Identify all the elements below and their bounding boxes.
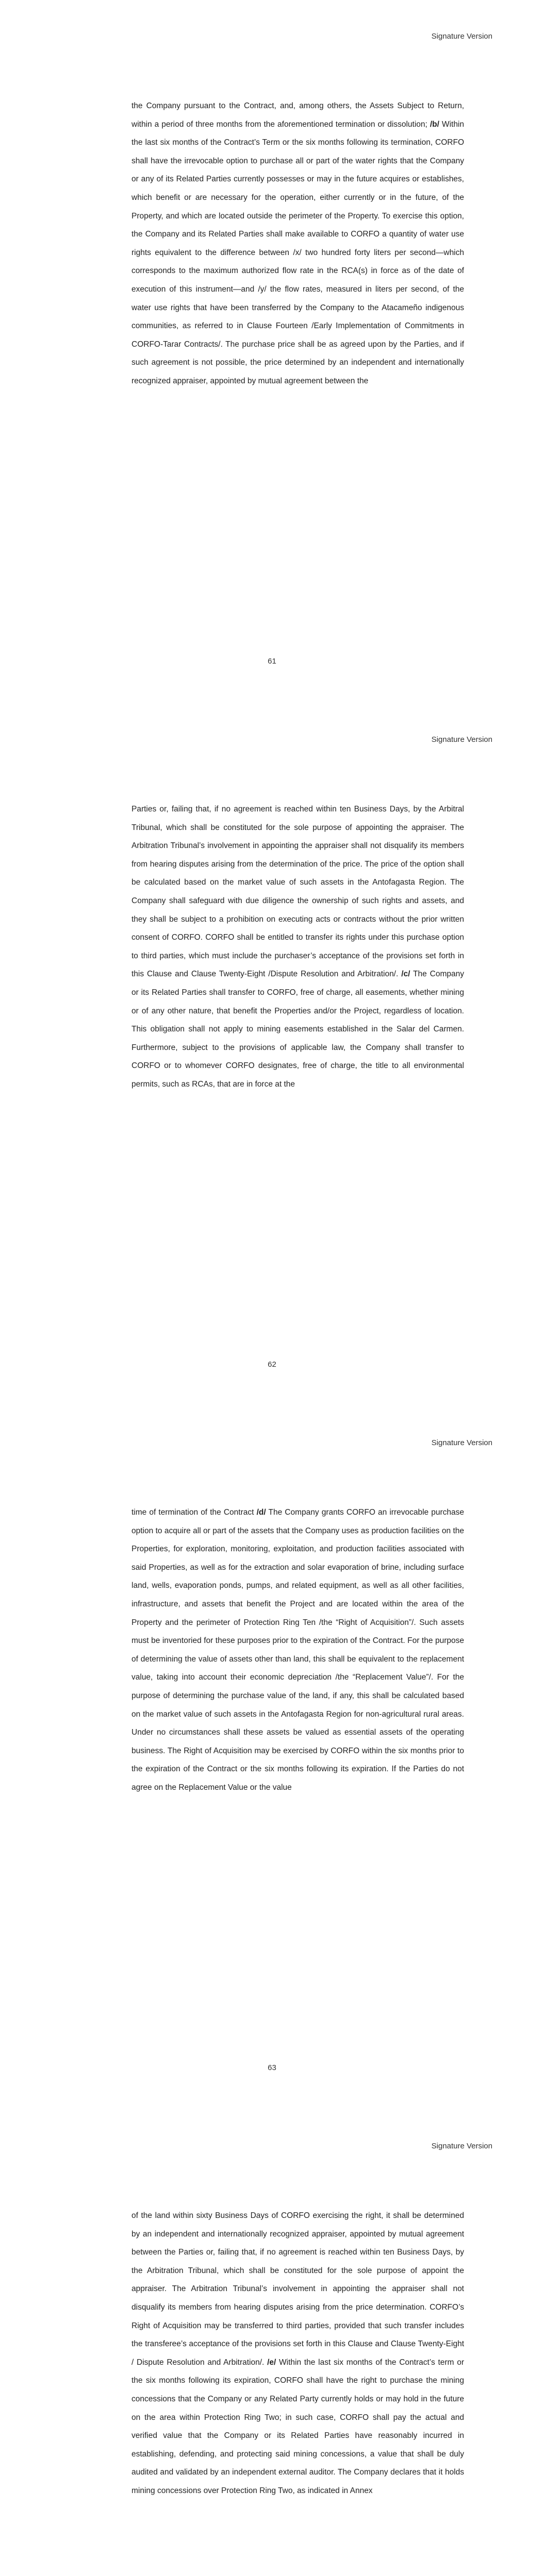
page-body bbox=[131, 97, 464, 391]
text-segment: the Company pursuant to the Contract, and, among others, the Assets Subject to Return, within a period of three months from the aforementioned termination or dissolution; bbox=[131, 101, 464, 129]
page-number: 61 bbox=[268, 657, 276, 666]
signature-version-header: Signature Version bbox=[431, 735, 492, 744]
signature-version-header: Signature Version bbox=[431, 32, 492, 41]
signature-version-header: Signature Version bbox=[431, 1438, 492, 1447]
clause-marker: /e/ bbox=[267, 2358, 276, 2367]
page-body bbox=[131, 2207, 464, 2500]
text-segment: The Company grants CORFO an irrevocable purchase option to acquire all or part of the assets that the Company uses as production facilities on the Properties, for exploration, monitoring, exploitation, and production facilities associated with said Properties, as well as for the extraction and solar evaporation of brine, including surface land, wells, evaporation ponds, pumps, and related equipment, as well as all other facilities, infrastructure, and assets that benefit the Project and are located within the area of the Property and the perimeter of Protection Ring Ten /the “Right of Acquisition”/. Such assets must be inventoried for these purposes prior to the expiration of the Contract. For the purpose of determining the value of assets other than land, this shall be equivalent to the replacement value, taking into account their economic depreciation /the “Replacement Value”/. For the purpose of determining the purchase value of the land, if any, this shall be calculated based on the market value of such assets in the Antofagasta Region for non-agricultural rural areas. Under no circumstances shall these assets be valued as essential assets of the operating business. The Right of Acquisition may be exercised by CORFO within the six months prior to the expiration of the Contract or the six months following its expiration. If the Parties do not agree on the Replacement Value or the value bbox=[131, 1508, 464, 1792]
text-segment: Within the last six months of the Contract’s Term or the six months following its termination, CORFO shall have the irrevocable option to purchase all or part of the water rights that the Company or any of its Related Parties currently possesses or may in the future acquires or establishes, which benefit or are necessary for the operation, either currently or in the future, of the Property, and which are located outside the perimeter of the Property. To exercise this option, the Company and its Related Parties shall make available to CORFO a quantity of water use rights equivalent to the difference between /x/ two hundred forty liters per second—which corresponds to the maximum authorized flow rate in the RCA(s) in force as of the date of execution of this instrument—and /y/ the flow rates, measured in liters per second, of the water use rights that have been transferred by the Company to the Atacameño indigenous communities, as referred to in Clause Fourteen /Early Implementation of Commitments in CORFO-Tarar Contracts/. The purchase price shall be as agreed upon by the Parties, and if such agreement is not possible, the price determined by an independent and internationally recognized appraiser, appointed by mutual agreement between the bbox=[131, 120, 464, 385]
signature-version-header: Signature Version bbox=[431, 2142, 492, 2150]
page-body bbox=[131, 1503, 464, 1797]
page-64 bbox=[0, 2110, 544, 2576]
page-number: 63 bbox=[268, 2063, 276, 2072]
page-body bbox=[131, 800, 464, 1094]
page-61 bbox=[0, 0, 544, 703]
text-segment: time of termination of the Contract bbox=[131, 1508, 257, 1517]
page-63 bbox=[0, 1406, 544, 2110]
text-segment: Parties or, failing that, if no agreement is reached within ten Business Days, by the Arbitral Tribunal, which shall be constituted for the sole purpose of appointing the appraiser. The Arbitration Tribunal’s involvement in appointing the appraiser shall not disqualify its members from hearing disputes arising from the determination of the price. The price of the option shall be calculated based on the market value of such assets in the Antofagasta Region. The Company shall safeguard with due diligence the ownership of such rights and assets, and they shall be subject to a prohibition on executing acts or contracts without the prior written consent of CORFO. CORFO shall be entitled to transfer its rights under this purchase option to third parties, which must include the purchaser’s acceptance of the provisions set forth in this Clause and Clause Twenty-Eight /Dispute Resolution and Arbitration/. bbox=[131, 805, 464, 979]
text-segment: The Company or its Related Parties shall transfer to CORFO, free of charge, all easements, whether mining or of any other nature, that benefit the Properties and/or the Project, regardless of location. This obligation shall not apply to mining easements established in the Salar del Carmen. Furthermore, subject to the provisions of applicable law, the Company shall transfer to CORFO or to whomever CORFO designates, free of charge, the title to all environmental permits, such as RCAs, that are in force at the bbox=[131, 970, 464, 1089]
page-number: 62 bbox=[268, 1360, 276, 1369]
text-segment: of the land within sixty Business Days of CORFO exercising the right, it shall be determined by an independent and internationally recognized appraiser, appointed by mutual agreement between the Parties or, failing that, if no agreement is reached within ten Business Days, by the Arbitration Tribunal, which shall be constituted for the sole purpose of appoint the appraiser. The Arbitration Tribunal’s involvement in appointing the appraiser shall not disqualify its members from hearing disputes arising from the price determination. CORFO’s Right of Acquisition may be transferred to third parties, provided that such transfer includes the transferee’s acceptance of the provisions set forth in this Clause and Clause Twenty-Eight / Dispute Resolution and Arbitration/. bbox=[131, 2211, 464, 2367]
page-62 bbox=[0, 703, 544, 1406]
clause-marker: /c/ bbox=[401, 970, 410, 979]
clause-marker: /b/ bbox=[430, 120, 439, 129]
clause-marker: /d/ bbox=[256, 1508, 266, 1517]
text-segment: Within the last six months of the Contract’s term or the six months following its expiration, CORFO shall have the right to purchase the mining concessions that the Company or any Related Party currently holds or may hold in the future on the area within Protection Ring Two; in such case, CORFO shall pay the actual and verified value that the Company or its Related Parties have reasonably incurred in establishing, defending, and protecting said mining concessions, a value that shall be duly audited and validated by an independent external auditor. The Company declares that it holds mining concessions over Protection Ring Two, as indicated in Annex bbox=[131, 2358, 464, 2495]
